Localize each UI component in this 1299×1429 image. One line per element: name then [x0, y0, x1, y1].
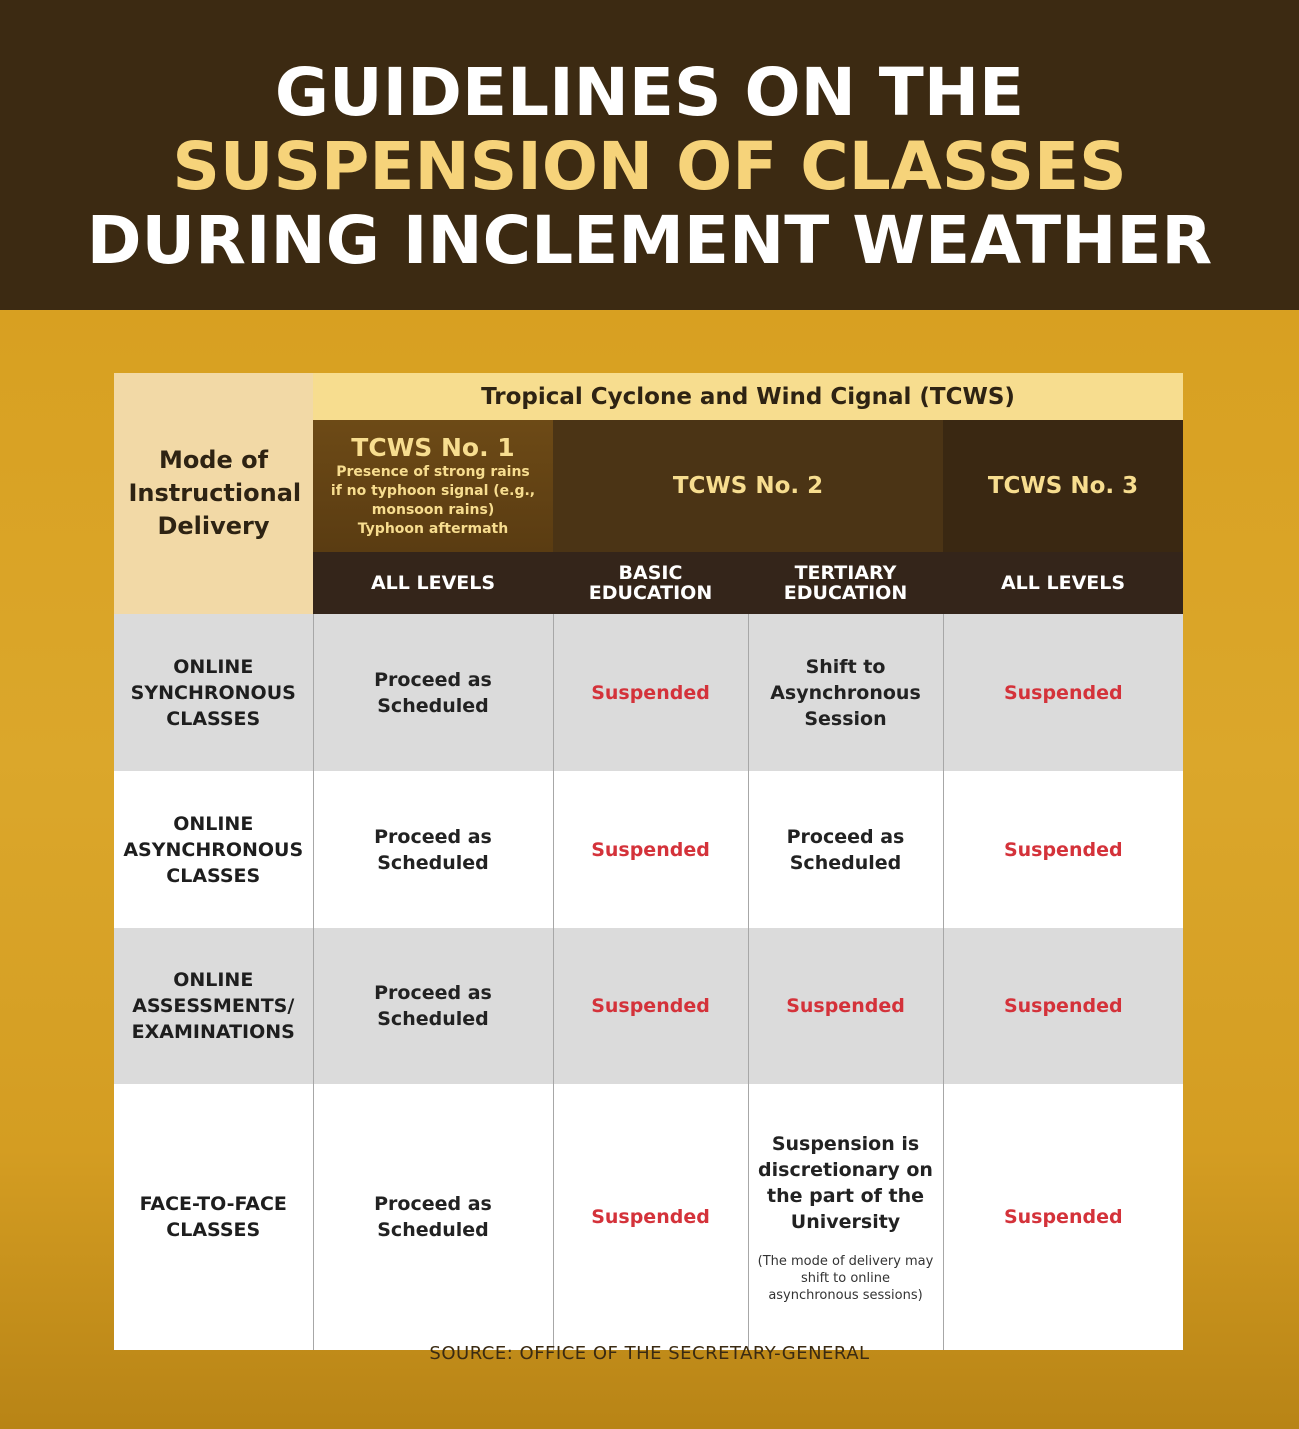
level-tertiary-label: TERTIARY EDUCATION: [783, 562, 908, 604]
cell-tertiary: [748, 1084, 943, 1350]
cell-text: Proceed as Scheduled: [786, 825, 905, 874]
tcws2-header: TCWS No. 2: [553, 420, 943, 552]
tcws1-desc-1: Presence of strong rains: [336, 464, 530, 480]
cell-text: Proceed as Scheduled: [374, 668, 492, 717]
tcws1-desc-2: if no typhoon signal (e.g.,: [330, 483, 536, 499]
level-basic-label: BASIC EDUCATION: [588, 562, 713, 604]
page-header: [0, 0, 1299, 310]
mode-cell: [114, 1084, 313, 1350]
title-line-2: SUSPENSION OF CLASSES: [172, 128, 1127, 205]
cell-tcws3: Suspended: [943, 1084, 1183, 1350]
tcws1-desc-3: monsoon rains): [371, 502, 495, 518]
cell-tcws1: [313, 928, 553, 1084]
cell-text: Proceed as Scheduled: [374, 982, 492, 1030]
level-basic: [553, 552, 748, 614]
mode-header: [114, 373, 313, 614]
tcws1-desc-4: Typhoon aftermath: [357, 521, 509, 537]
cell-basic: Suspended: [553, 771, 748, 928]
cell-text: Shift to Asynchronous Session: [770, 655, 921, 730]
tcws-header: Tropical Cyclone and Wind Cignal (TCWS): [313, 373, 1183, 420]
table-row: [114, 771, 1183, 928]
cell-tcws1: [313, 1084, 553, 1350]
cell-text: Suspension is discretionary on the part of the University: [758, 1132, 933, 1233]
mode-label: ONLINE ASYNCHRONOUS CLASSES: [123, 812, 304, 887]
mode-cell: [114, 771, 313, 928]
cell-tertiary: [748, 614, 943, 771]
guidelines-table: [114, 373, 1183, 1350]
mode-header-label: Mode of Instructional Delivery: [128, 446, 302, 540]
table-row: [114, 928, 1183, 1084]
mode-label: ONLINE ASSESSMENTS/ EXAMINATIONS: [131, 969, 295, 1043]
source-credit: SOURCE: OFFICE OF THE SECRETARY-GENERAL: [429, 1343, 870, 1364]
cell-tcws3: Suspended: [943, 614, 1183, 771]
title-line-3: DURING INCLEMENT WEATHER: [86, 202, 1213, 279]
table-row: [114, 1084, 1183, 1350]
cell-basic: Suspended: [553, 614, 748, 771]
cell-tcws3: Suspended: [943, 771, 1183, 928]
mode-cell: [114, 614, 313, 771]
mode-cell: [114, 928, 313, 1084]
level-tertiary: [748, 552, 943, 614]
tertiary-note: (The mode of delivery may shift to online asynchronous sessions): [757, 1253, 934, 1303]
tcws1-header: [313, 420, 553, 552]
cell-tcws1: [313, 771, 553, 928]
cell-tcws3: Suspended: [943, 928, 1183, 1084]
title-line-1: GUIDELINES ON THE: [274, 54, 1025, 131]
cell-text: Proceed as Scheduled: [374, 825, 492, 874]
level-tcws1: ALL LEVELS: [313, 552, 553, 614]
cell-tertiary: Suspended: [748, 928, 943, 1084]
tcws1-title: TCWS No. 1: [351, 433, 515, 462]
table-row: [114, 614, 1183, 771]
mode-label: ONLINE SYNCHRONOUS CLASSES: [130, 655, 296, 730]
cell-text: Proceed as Scheduled: [374, 1193, 492, 1241]
cell-basic: Suspended: [553, 928, 748, 1084]
mode-label: FACE-TO-FACE CLASSES: [139, 1193, 287, 1241]
cell-basic: Suspended: [553, 1084, 748, 1350]
cell-tcws1: [313, 614, 553, 771]
level-tcws3: ALL LEVELS: [943, 552, 1183, 614]
cell-tertiary: [748, 771, 943, 928]
tcws3-header: TCWS No. 3: [943, 420, 1183, 552]
